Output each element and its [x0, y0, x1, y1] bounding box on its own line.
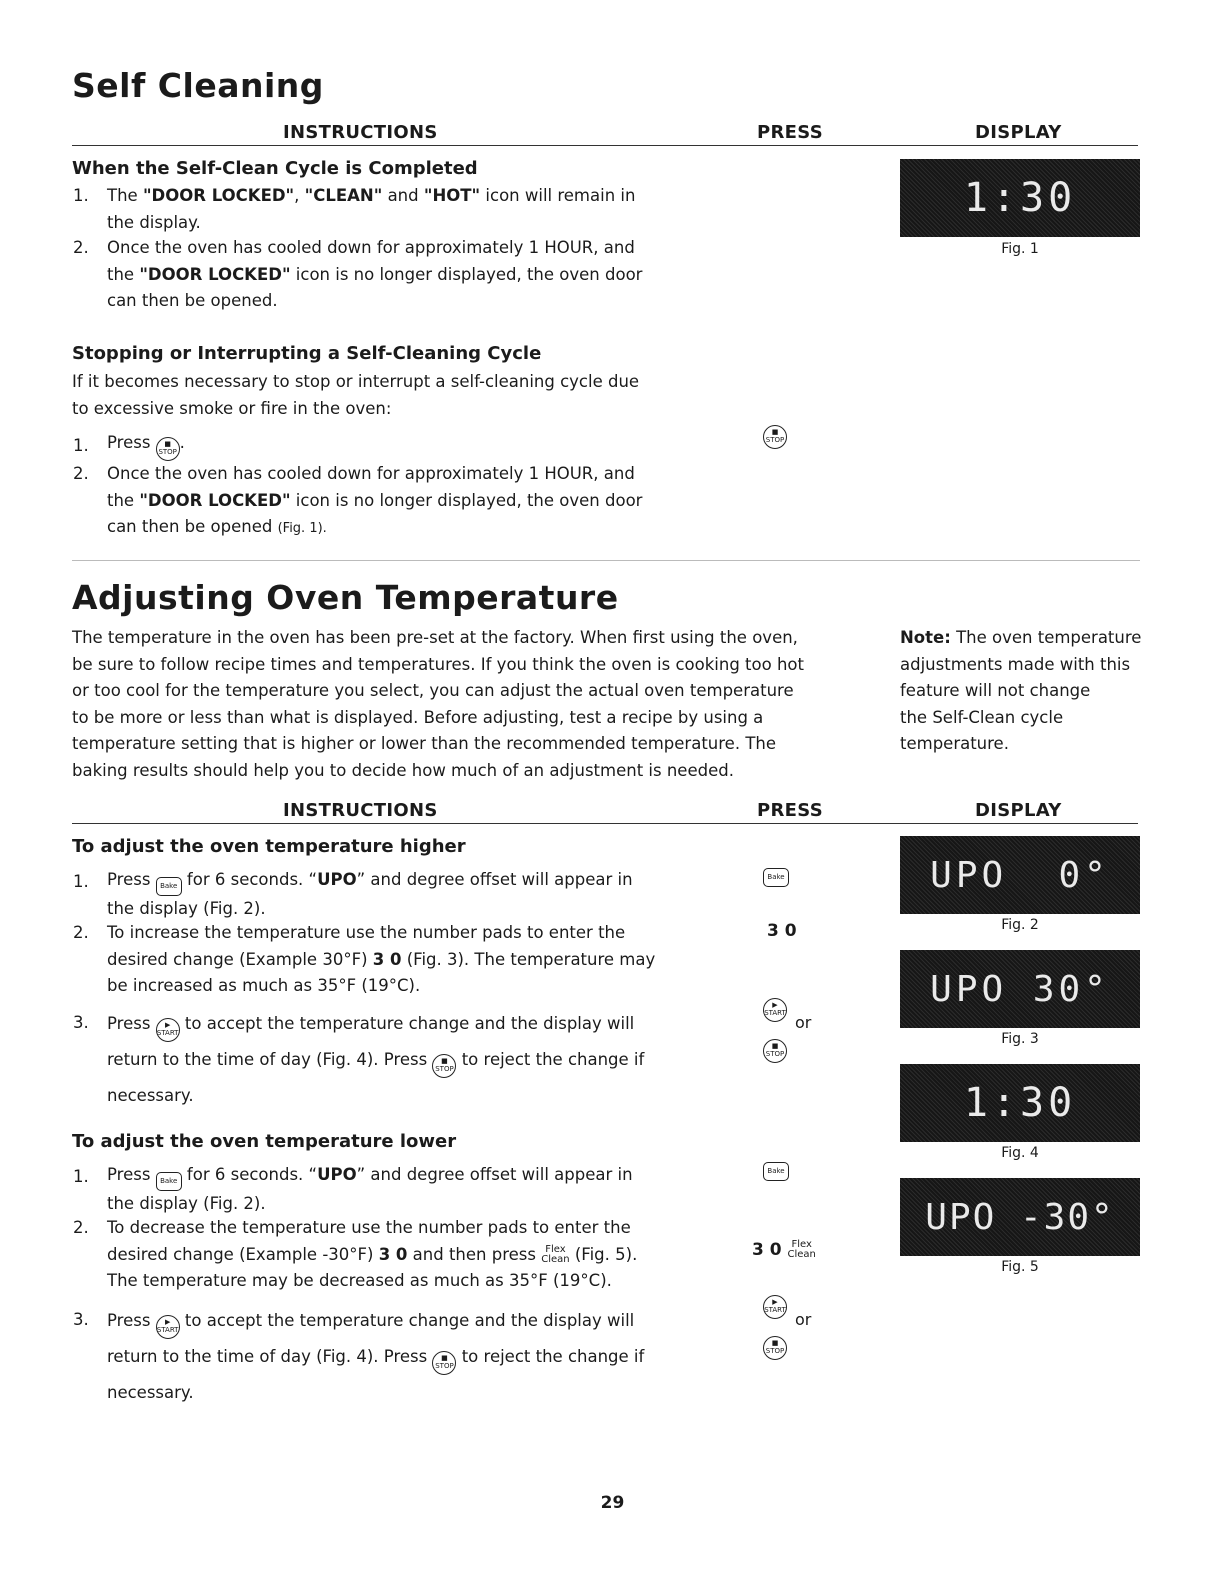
stop-icon: ■ STOP: [763, 425, 787, 449]
bake-icon: Bake: [763, 1162, 789, 1181]
bake-icon: Bake: [763, 868, 789, 887]
stop-icon: ■ STOP: [156, 437, 180, 461]
higher-item-3: Press ▶ START to accept the temperature change and the display will return to the time of day (Fig. 4). Press ■ STOP to reject the change if necessary.: [107, 1014, 645, 1105]
header-display: DISPLAY: [975, 122, 1062, 143]
display-fig-4: 1:30: [900, 1064, 1140, 1142]
page-number: 29: [600, 1493, 625, 1513]
fig-5-caption: Fig. 5: [1001, 1259, 1039, 1275]
subheading-cycle-completed: When the Self-Clean Cycle is Completed: [72, 158, 478, 179]
subheading-adjust-lower: To adjust the oven temperature lower: [72, 1131, 457, 1152]
fig-4-caption: Fig. 4: [1001, 1145, 1039, 1161]
header-rule: [72, 145, 1138, 146]
stop-icon: ■ STOP: [432, 1351, 456, 1375]
display-fig-3: UPO 30°: [900, 950, 1140, 1028]
display-fig-2: UPO 0°: [900, 836, 1140, 914]
completed-item-1: The "DOOR LOCKED", "CLEAN" and "HOT" icon will remain in the display.: [107, 186, 636, 232]
completed-item-2: Once the oven has cooled down for approximately 1 HOUR, and the "DOOR LOCKED" icon is no longer displayed, the oven door can then be opened.: [107, 238, 643, 310]
stop-icon: ■ STOP: [763, 1039, 787, 1063]
note-box: Note: The oven temperature adjustments made with this feature will not change the Self-Clean cycle temperature.: [900, 628, 1142, 753]
start-icon: ▶ START: [763, 998, 787, 1022]
press-or-label: or: [795, 1013, 812, 1032]
header-press: PRESS: [757, 800, 823, 821]
display-fig-1: 1:30: [900, 159, 1140, 237]
item-number: 3.: [73, 1310, 89, 1329]
higher-item-2: To increase the temperature use the number pads to enter the desired change (Example 30°F) 3 0 (Fig. 3). The temperature may be increased as much as 35°F (19°C).: [107, 923, 656, 995]
press-stop-button[interactable]: [763, 1036, 787, 1063]
header-instructions: INSTRUCTIONS: [283, 800, 438, 821]
stopping-intro: If it becomes necessary to stop or interrupt a self-cleaning cycle due to excessive smoke or fire in the oven:: [72, 372, 640, 418]
fig-3-caption: Fig. 3: [1001, 1031, 1039, 1047]
lower-item-1: Press Bake for 6 seconds. “UPO” and degree offset will appear in the display (Fig. 2).: [107, 1165, 633, 1213]
section-title-adjusting-temperature: Adjusting Oven Temperature: [72, 578, 619, 617]
item-number: 1.: [73, 1167, 89, 1186]
start-icon: ▶ START: [156, 1018, 180, 1042]
section-divider: [72, 560, 1140, 561]
header-instructions: INSTRUCTIONS: [283, 122, 438, 143]
press-bake-button[interactable]: [763, 862, 789, 887]
header-display: DISPLAY: [975, 800, 1062, 821]
subheading-stopping: Stopping or Interrupting a Self-Cleaning Cycle: [72, 343, 542, 364]
flex-clean-icon: Flex Clean: [541, 1243, 570, 1265]
stop-icon: ■ STOP: [432, 1054, 456, 1078]
press-start-button[interactable]: [763, 995, 787, 1022]
press-digits-flex-clean[interactable]: 3 0 Flex Clean: [752, 1239, 816, 1260]
start-icon: ▶ START: [763, 1295, 787, 1319]
fig-1-caption: Fig. 1: [1001, 241, 1039, 257]
item-number: 2.: [73, 464, 89, 483]
press-digits[interactable]: 3 0: [767, 921, 797, 941]
header-press: PRESS: [757, 122, 823, 143]
fig-2-caption: Fig. 2: [1001, 917, 1039, 933]
item-number: 3.: [73, 1013, 89, 1032]
stopping-item-2: Once the oven has cooled down for approximately 1 HOUR, and the "DOOR LOCKED" icon is no longer displayed, the oven door can then be opened (Fig. 1).: [107, 464, 643, 536]
press-stop-button[interactable]: [763, 1333, 787, 1360]
start-icon: ▶ START: [156, 1315, 180, 1339]
press-or-label: or: [795, 1310, 812, 1329]
press-stop-button[interactable]: [763, 422, 787, 449]
stopping-item-1: Press ■ STOP .: [107, 430, 185, 461]
flex-clean-icon: Flex Clean: [787, 1239, 816, 1260]
item-number: 1.: [73, 186, 89, 205]
lower-item-2: To decrease the temperature use the number pads to enter the desired change (Example -30°F) 3 0 and then press Flex Clean (Fig. 5). The temperature may be decreased as much as 35°F (19°C).: [107, 1218, 638, 1290]
bake-icon: Bake: [156, 877, 182, 896]
press-start-button[interactable]: [763, 1292, 787, 1319]
adjusting-intro: The temperature in the oven has been pre-set at the factory. When first using the oven, be sure to follow recipe times and temperatures. If you think the oven is cooking too hot or too cool for the temperature you select, you can adjust the actual oven temperature to be more or less than what is displayed. Before adjusting, test a recipe by using a temperature setting that is higher or lower than the recommended temperature. The baking results should help you to decide how much of an adjustment is needed.: [72, 628, 804, 780]
header-rule: [72, 823, 1138, 824]
press-bake-button[interactable]: [763, 1156, 789, 1181]
section-title-self-cleaning: Self Cleaning: [72, 66, 324, 105]
item-number: 2.: [73, 923, 89, 942]
item-number: 1.: [73, 436, 89, 455]
item-number: 2.: [73, 1218, 89, 1237]
item-number: 1.: [73, 872, 89, 891]
display-fig-5: UPO -30°: [900, 1178, 1140, 1256]
bake-icon: Bake: [156, 1172, 182, 1191]
stop-icon: ■ STOP: [763, 1336, 787, 1360]
item-number: 2.: [73, 238, 89, 257]
higher-item-1: Press Bake for 6 seconds. “UPO” and degree offset will appear in the display (Fig. 2).: [107, 870, 633, 918]
lower-item-3: Press ▶ START to accept the temperature change and the display will return to the time of day (Fig. 4). Press ■ STOP to reject the change if necessary.: [107, 1311, 645, 1402]
subheading-adjust-higher: To adjust the oven temperature higher: [72, 836, 466, 857]
